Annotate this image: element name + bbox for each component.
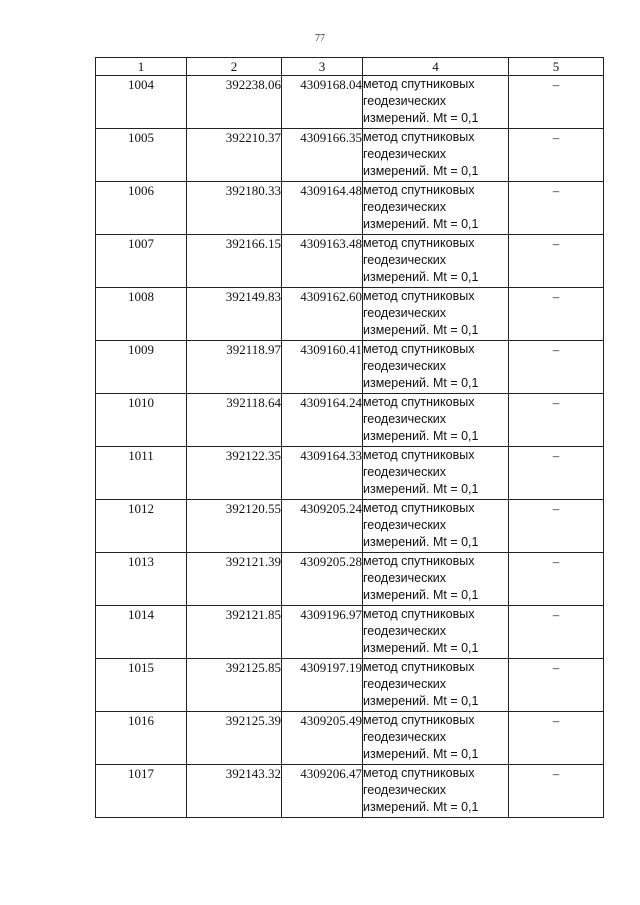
method-cell (363, 712, 509, 765)
method-cell (363, 394, 509, 447)
column-header-1: 1 (96, 58, 187, 76)
point-number-cell: 1015 (96, 659, 187, 712)
method-line: измерений. Mt = 0,1 (363, 800, 479, 814)
y-coordinate-cell: 4309168.04 (282, 76, 363, 129)
method-cell (363, 341, 509, 394)
method-line: геодезических (363, 147, 447, 161)
method-line: геодезических (363, 94, 447, 108)
point-number-cell: 1005 (96, 129, 187, 182)
method-line: измерений. Mt = 0,1 (363, 694, 479, 708)
y-coordinate-cell: 4309205.28 (282, 553, 363, 606)
method-line: геодезических (363, 412, 447, 426)
table-row (96, 500, 604, 553)
method-line: геодезических (363, 306, 447, 320)
method-line: измерений. Mt = 0,1 (363, 323, 479, 337)
table-row (96, 659, 604, 712)
y-coordinate-cell: 4309163.48 (282, 235, 363, 288)
x-coordinate-cell: 392118.97 (187, 341, 282, 394)
method-line: геодезических (363, 465, 447, 479)
table-row (96, 765, 604, 818)
method-line: метод спутниковых (363, 713, 475, 727)
y-coordinate-cell: 4309160.41 (282, 341, 363, 394)
point-number-cell: 1012 (96, 500, 187, 553)
note-cell: – (509, 659, 604, 712)
method-line: метод спутниковых (363, 395, 475, 409)
point-number-cell: 1009 (96, 341, 187, 394)
table-row (96, 288, 604, 341)
method-line: метод спутниковых (363, 183, 475, 197)
method-cell (363, 659, 509, 712)
method-cell (363, 182, 509, 235)
method-line: геодезических (363, 253, 447, 267)
method-line: измерений. Mt = 0,1 (363, 535, 479, 549)
note-cell: – (509, 76, 604, 129)
table-header-row (96, 58, 604, 76)
method-cell (363, 553, 509, 606)
method-line: геодезических (363, 200, 447, 214)
method-line: метод спутниковых (363, 77, 475, 91)
method-cell (363, 76, 509, 129)
table-body (96, 76, 604, 818)
note-cell: – (509, 182, 604, 235)
column-header-3: 3 (282, 58, 363, 76)
method-line: геодезических (363, 783, 447, 797)
method-cell (363, 500, 509, 553)
column-header-2: 2 (187, 58, 282, 76)
method-line: метод спутниковых (363, 289, 475, 303)
method-line: метод спутниковых (363, 766, 475, 780)
y-coordinate-cell: 4309162.60 (282, 288, 363, 341)
coordinates-table (95, 57, 604, 818)
table-row (96, 553, 604, 606)
note-cell: – (509, 765, 604, 818)
x-coordinate-cell: 392166.15 (187, 235, 282, 288)
note-cell: – (509, 288, 604, 341)
method-line: метод спутниковых (363, 236, 475, 250)
y-coordinate-cell: 4309196.97 (282, 606, 363, 659)
method-cell (363, 235, 509, 288)
note-cell: – (509, 235, 604, 288)
method-cell (363, 288, 509, 341)
x-coordinate-cell: 392125.39 (187, 712, 282, 765)
method-line: геодезических (363, 624, 447, 638)
point-number-cell: 1007 (96, 235, 187, 288)
note-cell: – (509, 129, 604, 182)
method-line: измерений. Mt = 0,1 (363, 270, 479, 284)
y-coordinate-cell: 4309206.47 (282, 765, 363, 818)
point-number-cell: 1011 (96, 447, 187, 500)
y-coordinate-cell: 4309205.49 (282, 712, 363, 765)
table-row (96, 76, 604, 129)
note-cell: – (509, 447, 604, 500)
x-coordinate-cell: 392210.37 (187, 129, 282, 182)
method-line: измерений. Mt = 0,1 (363, 217, 479, 231)
method-line: измерений. Mt = 0,1 (363, 641, 479, 655)
column-header-5: 5 (509, 58, 604, 76)
x-coordinate-cell: 392120.55 (187, 500, 282, 553)
y-coordinate-cell: 4309164.48 (282, 182, 363, 235)
note-cell: – (509, 606, 604, 659)
table-row (96, 129, 604, 182)
method-line: геодезических (363, 730, 447, 744)
point-number-cell: 1006 (96, 182, 187, 235)
method-line: измерений. Mt = 0,1 (363, 588, 479, 602)
method-line: измерений. Mt = 0,1 (363, 111, 479, 125)
note-cell: – (509, 394, 604, 447)
method-line: геодезических (363, 677, 447, 691)
method-line: измерений. Mt = 0,1 (363, 482, 479, 496)
x-coordinate-cell: 392238.06 (187, 76, 282, 129)
method-line: метод спутниковых (363, 342, 475, 356)
note-cell: – (509, 553, 604, 606)
point-number-cell: 1014 (96, 606, 187, 659)
table-row (96, 712, 604, 765)
table-row (96, 447, 604, 500)
method-line: измерений. Mt = 0,1 (363, 376, 479, 390)
x-coordinate-cell: 392125.85 (187, 659, 282, 712)
y-coordinate-cell: 4309164.33 (282, 447, 363, 500)
method-line: измерений. Mt = 0,1 (363, 429, 479, 443)
method-cell (363, 129, 509, 182)
y-coordinate-cell: 4309164.24 (282, 394, 363, 447)
table-row (96, 182, 604, 235)
point-number-cell: 1008 (96, 288, 187, 341)
method-line: геодезических (363, 359, 447, 373)
point-number-cell: 1017 (96, 765, 187, 818)
method-line: геодезических (363, 571, 447, 585)
page-number: 77 (315, 33, 325, 44)
table-row (96, 394, 604, 447)
point-number-cell: 1016 (96, 712, 187, 765)
x-coordinate-cell: 392122.35 (187, 447, 282, 500)
note-cell: – (509, 712, 604, 765)
method-line: метод спутниковых (363, 130, 475, 144)
y-coordinate-cell: 4309166.35 (282, 129, 363, 182)
x-coordinate-cell: 392143.32 (187, 765, 282, 818)
method-line: метод спутниковых (363, 554, 475, 568)
method-line: метод спутниковых (363, 660, 475, 674)
x-coordinate-cell: 392118.64 (187, 394, 282, 447)
x-coordinate-cell: 392121.39 (187, 553, 282, 606)
point-number-cell: 1010 (96, 394, 187, 447)
point-number-cell: 1004 (96, 76, 187, 129)
y-coordinate-cell: 4309205.24 (282, 500, 363, 553)
method-cell (363, 765, 509, 818)
table-row (96, 606, 604, 659)
method-line: измерений. Mt = 0,1 (363, 747, 479, 761)
x-coordinate-cell: 392121.85 (187, 606, 282, 659)
point-number-cell: 1013 (96, 553, 187, 606)
note-cell: – (509, 341, 604, 394)
method-cell (363, 606, 509, 659)
method-line: геодезических (363, 518, 447, 532)
method-line: метод спутниковых (363, 448, 475, 462)
method-cell (363, 447, 509, 500)
method-line: метод спутниковых (363, 501, 475, 515)
x-coordinate-cell: 392149.83 (187, 288, 282, 341)
note-cell: – (509, 500, 604, 553)
table-row (96, 235, 604, 288)
method-line: метод спутниковых (363, 607, 475, 621)
y-coordinate-cell: 4309197.19 (282, 659, 363, 712)
table-row (96, 341, 604, 394)
column-header-4: 4 (363, 58, 509, 76)
x-coordinate-cell: 392180.33 (187, 182, 282, 235)
method-line: измерений. Mt = 0,1 (363, 164, 479, 178)
